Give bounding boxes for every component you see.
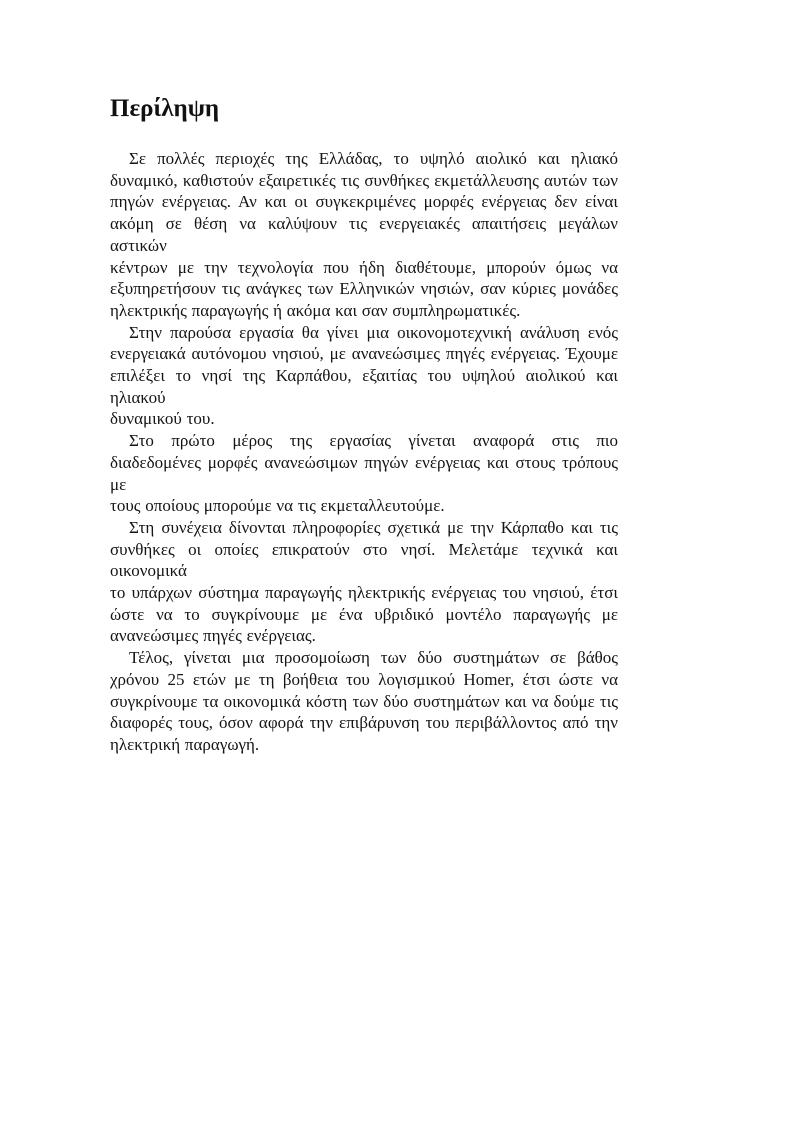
text-line: χρόνου 25 ετών με τη βοήθεια του λογισμικού Homer, έτσι ώστε να	[110, 669, 618, 689]
text-line: πηγών ενέργειας. Αν και οι συγκεκριμένες μορφές ενέργειας δεν είναι	[110, 192, 618, 212]
text-line: δυναμικό, καθιστούν εξαιρετικές τις συνθήκες εκμετάλλευσης αυτών των	[110, 170, 618, 190]
text-line: ηλεκτρική παραγωγή.	[110, 734, 260, 754]
abstract-heading: Περίληψη	[110, 95, 220, 122]
abstract-body	[110, 148, 618, 756]
paragraph	[110, 517, 618, 647]
text-line: το υπάρχων σύστημα παραγωγής ηλεκτρικής ενέργειας του νησιού, έτσι	[110, 583, 618, 603]
text-line: διαδεδομένες μορφές ανανεώσιμων πηγών ενέργειας και στους τρόπους με	[110, 452, 618, 494]
paragraph	[110, 148, 618, 322]
text-line: ανανεώσιμες πηγές ενέργειας.	[110, 626, 316, 646]
text-line: τους οποίους μπορούμε να τις εκμεταλλευτούμε.	[110, 496, 445, 516]
text-line: Σε πολλές περιοχές της Ελλάδας, το υψηλό αιολικό και ηλιακό	[129, 149, 618, 168]
text-line: ακόμη σε θέση να καλύψουν τις ενεργειακές απαιτήσεις μεγάλων αστικών	[110, 214, 618, 255]
text-line: επιλέξει το νησί της Καρπάθου, εξαιτίας του υψηλού αιολικού και ηλιακού	[110, 366, 618, 407]
text-line: συγκρίνουμε τα οικονομικά κόστη των δύο συστημάτων και να δούμε τις	[110, 691, 618, 711]
text-line: εξυπηρετήσουν τις ανάγκες των Ελληνικών νησιών, σαν κύριες μονάδες	[110, 279, 618, 299]
paragraph	[110, 322, 618, 431]
text-line: δυναμικού του.	[110, 409, 215, 429]
text-line: συνθήκες οι οποίες επικρατούν στο νησί. Μελετάμε τεχνικά και οικονομικά	[110, 539, 618, 581]
text-line: Στη συνέχεια δίνονται πληροφορίες σχετικά με την Κάρπαθο και τις	[129, 517, 618, 537]
text-line: Στο πρώτο μέρος της εργασίας γίνεται αναφορά στις πιο	[129, 431, 618, 451]
text-line: ενεργειακά αυτόνομου νησιού, με ανανεώσιμες πηγές ενέργειας. Έχουμε	[110, 344, 618, 364]
text-line: ηλεκτρικής παραγωγής ή ακόμα και σαν συμπληρωματικές.	[110, 300, 521, 320]
text-line: Τέλος, γίνεται μια προσομοίωση των δύο συστημάτων σε βάθος	[129, 648, 618, 668]
text-line: ώστε να το συγκρίνουμε με ένα υβριδικό μοντέλο παραγωγής με	[110, 604, 618, 624]
abstract-section	[110, 95, 618, 756]
text-line: κέντρων με την τεχνολογία που ήδη διαθέτουμε, μπορούν όμως να	[110, 257, 618, 277]
paragraph	[110, 430, 618, 517]
text-line: Στην παρούσα εργασία θα γίνει μια οικονομοτεχνική ανάλυση ενός	[129, 322, 618, 342]
text-line: διαφορές τους, όσον αφορά την επιβάρυνση του περιβάλλοντος από την	[110, 713, 618, 733]
paragraph	[110, 647, 618, 756]
